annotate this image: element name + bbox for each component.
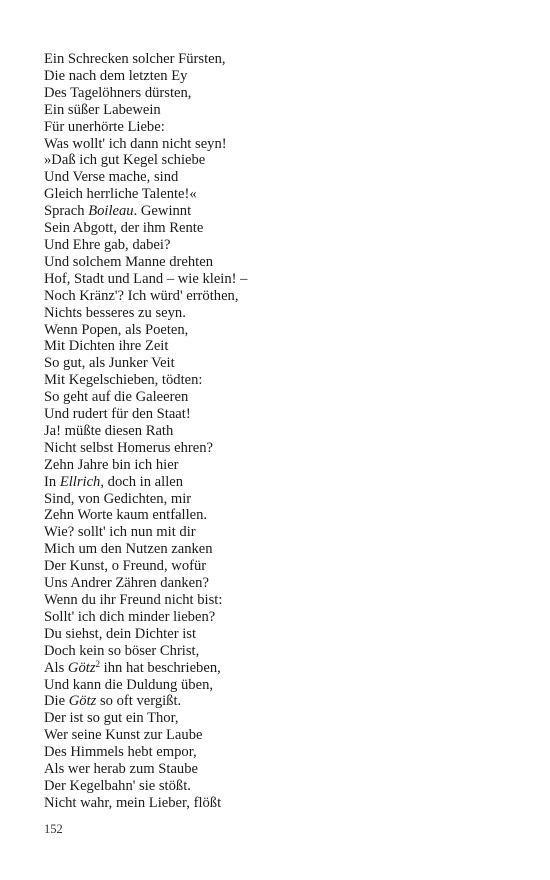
verse-line <box>44 389 524 406</box>
verse-line <box>44 440 524 457</box>
verse-text: Der Kunst, o Freund, wofür <box>44 558 207 575</box>
verse-line <box>44 68 524 85</box>
verse-line <box>44 491 524 508</box>
verse-text: Uns Andrer Zähren danken? <box>44 575 209 592</box>
verse-text: Nicht wahr, mein Lieber, flößt <box>44 794 222 811</box>
verse-text: Wie? sollt' ich nun mit dir <box>44 524 196 541</box>
verse-line <box>44 254 524 271</box>
verse-text: Und Verse mache, sind <box>44 169 179 186</box>
verse-text: Hof, Stadt und Land – wie klein! – <box>44 270 248 287</box>
verse-text: Sein Abgott, der ihm Rente <box>44 220 204 237</box>
verse-line <box>44 322 524 339</box>
verse-text: Sind, von Gedichten, mir <box>44 490 192 507</box>
verse-line <box>44 288 524 305</box>
footnote-marker: 2 <box>95 658 100 669</box>
verse-line <box>44 423 524 440</box>
verse-text: Sollt' ich dich minder lieben? <box>44 608 216 625</box>
verse-text: Gleich herrliche Talente!« <box>44 186 197 203</box>
verse-text: Wenn Popen, als Poeten, <box>44 321 189 338</box>
verse-line <box>44 152 524 169</box>
verse-line <box>44 558 524 575</box>
verse-line <box>44 237 524 254</box>
verse-text: Du siehst, dein Dichter ist <box>44 625 196 642</box>
verse-line <box>44 761 524 778</box>
verse-line <box>44 660 524 677</box>
verse-line <box>44 305 524 322</box>
verse-line <box>44 406 524 423</box>
verse-text: Nicht selbst Homerus ehren? <box>44 439 213 456</box>
verse-line <box>44 710 524 727</box>
verse-text: So geht auf die Galeeren <box>44 389 189 406</box>
verse-line <box>44 693 524 710</box>
verse-text: So gut, als Junker Veit <box>44 355 175 372</box>
verse-text: ihn hat beschrieben, <box>100 659 221 676</box>
verse-text: Doch kein so böser Christ, <box>44 642 200 659</box>
verse-line <box>44 372 524 389</box>
verse-text: Für unerhörte Liebe: <box>44 118 165 135</box>
verse-text: Wer seine Kunst zur Laube <box>44 727 203 744</box>
verse-line <box>44 677 524 694</box>
verse-text: so oft vergißt. <box>96 693 182 710</box>
verse-text: Zehn Worte kaum entfallen. <box>44 507 208 524</box>
verse-text: Sprach <box>44 203 89 220</box>
verse-line <box>44 575 524 592</box>
verse-line <box>44 744 524 761</box>
verse-text: . Gewinnt <box>133 203 192 220</box>
verse-line <box>44 541 524 558</box>
italic-name: Götz <box>67 659 96 676</box>
verse-text: doch in allen <box>104 473 184 490</box>
verse-line <box>44 778 524 795</box>
verse-line <box>44 643 524 660</box>
verse-text: Nichts besseres zu seyn. <box>44 304 186 321</box>
verse-text: Des Tagelöhners dürsten, <box>44 84 192 101</box>
verse-line <box>44 507 524 524</box>
verse-line <box>44 609 524 626</box>
verse-text: In <box>44 473 60 490</box>
verse-text: Der Kegelbahn' sie stößt. <box>44 777 191 794</box>
verse-text: Und Ehre gab, dabei? <box>44 236 171 253</box>
verse-line <box>44 119 524 136</box>
verse-line <box>44 626 524 643</box>
verse-text: Zehn Jahre bin ich hier <box>44 456 179 473</box>
verse-text: Ein Schrecken solcher Fürsten, <box>44 51 226 67</box>
verse-line <box>44 474 524 491</box>
verse-text: Des Himmels hebt empor, <box>44 744 197 761</box>
verse-line <box>44 51 524 68</box>
verse-text: Als wer herab zum Staube <box>44 761 198 778</box>
verse-text: Und rudert für den Staat! <box>44 406 191 423</box>
verse-line <box>44 795 524 812</box>
italic-name: Götz <box>68 693 97 710</box>
verse-text: Als <box>44 659 68 676</box>
verse-line <box>44 457 524 474</box>
verse-text: Mich um den Nutzen zanken <box>44 541 213 558</box>
verse-text: Die <box>44 693 69 710</box>
verse-line <box>44 169 524 186</box>
verse-line <box>44 355 524 372</box>
verse-line <box>44 271 524 288</box>
verse-text: Noch Kränz'? Ich würd' erröthen, <box>44 287 239 304</box>
page-number: 152 <box>44 822 63 836</box>
verse-text: Mit Kegelschieben, tödten: <box>44 372 203 389</box>
verse-line <box>44 592 524 609</box>
verse-text: Und kann die Duldung üben, <box>44 676 214 693</box>
verse-line <box>44 727 524 744</box>
italic-name: Boileau <box>88 203 134 220</box>
verse-line <box>44 136 524 153</box>
verse-text: Der ist so gut ein Thor, <box>44 710 179 727</box>
verse-line <box>44 186 524 203</box>
verse-line <box>44 203 524 220</box>
verse-line <box>44 102 524 119</box>
verse-text: Wenn du ihr Freund nicht bist: <box>44 592 223 608</box>
verse-text: »Daß ich gut Kegel schiebe <box>44 152 206 169</box>
verse-text: Ein süßer Labewein <box>44 101 161 118</box>
poem-text <box>44 51 524 812</box>
verse-text: Was wollt' ich dann nicht seyn! <box>44 135 227 152</box>
verse-text: Und solchem Manne drehten <box>44 253 213 270</box>
verse-text: Die nach dem letzten Ey <box>44 67 188 84</box>
verse-text: Ja! müßte diesen Rath <box>44 422 174 439</box>
verse-line <box>44 338 524 355</box>
verse-text: Mit Dichten ihre Zeit <box>44 338 169 355</box>
verse-line <box>44 524 524 541</box>
italic-name: Ellrich, <box>59 473 104 490</box>
verse-line <box>44 85 524 102</box>
verse-line <box>44 220 524 237</box>
